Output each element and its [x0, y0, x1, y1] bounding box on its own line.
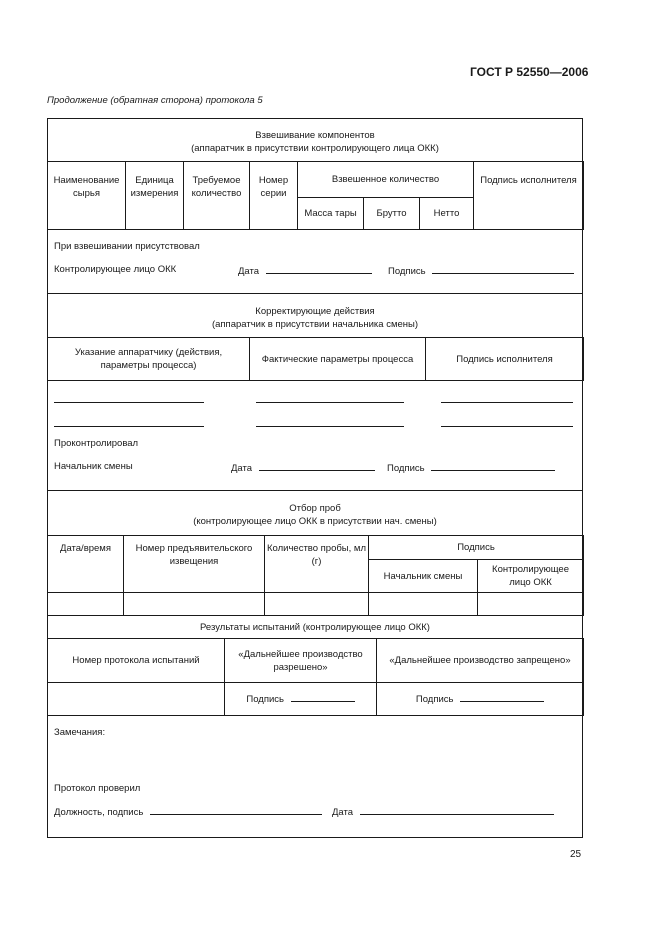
- col-notice: Номер предъявительского извещения: [124, 536, 265, 593]
- actual-line-1[interactable]: [256, 393, 404, 403]
- checked-label: Проконтролировал: [54, 438, 139, 449]
- col-protocol-number: Номер протокола испытаний: [48, 639, 225, 683]
- date-field[interactable]: [259, 461, 375, 471]
- sampling-title-block: [48, 491, 582, 536]
- cell-notice[interactable]: [124, 593, 265, 616]
- date-label: Дата: [238, 266, 260, 277]
- date-field[interactable]: [360, 805, 554, 815]
- corrective-title: Корректирующие действия: [255, 306, 375, 317]
- cell-quantity[interactable]: [265, 593, 369, 616]
- results-table: [47, 638, 584, 716]
- remarks-label: Замечания:: [54, 727, 106, 738]
- col-qc-person: Контролирующее лицо ОКК: [478, 560, 584, 593]
- col-tare: Масса тары: [298, 198, 364, 230]
- sampling-subtitle: (контролирующее лицо ОКК в присутствии нач. смены): [193, 516, 437, 527]
- col-signature: Подпись: [369, 536, 584, 560]
- sign-label: Подпись: [387, 463, 425, 474]
- weighing-subtitle: (аппаратчик в присутствии контролирующего лица ОКК): [191, 143, 439, 154]
- sampling-table: [47, 535, 584, 616]
- col-instruction: Указание аппаратчику (действия, параметры процесса): [48, 338, 250, 381]
- present-label: При взвешивании присутствовал: [54, 241, 200, 252]
- col-series: Номер серии: [250, 162, 298, 230]
- corrective-title-block: [48, 294, 582, 338]
- col-signature: Подпись исполнителя: [474, 162, 584, 230]
- signature-field[interactable]: [431, 461, 555, 471]
- cell-qc-sign[interactable]: [478, 593, 584, 616]
- shift-chief-label: Начальник смены: [54, 461, 133, 472]
- results-title: Результаты испытаний (контролирующее лицо ОКК): [200, 622, 430, 633]
- qc-person-label: Контролирующее лицо ОКК: [54, 264, 177, 275]
- date-field[interactable]: [266, 264, 372, 274]
- continuation-note: Продолжение (обратная сторона) протокола 5: [47, 95, 263, 106]
- cell-allowed[interactable]: [225, 683, 377, 716]
- col-allowed: «Дальнейшее производство разрешено»: [225, 639, 377, 683]
- col-quantity: Количество пробы, мл (г): [265, 536, 369, 593]
- actual-line-2[interactable]: [256, 417, 404, 427]
- weighing-table: [47, 161, 584, 230]
- position-signature-field[interactable]: [150, 805, 322, 815]
- position-label: Должность, подпись: [54, 807, 144, 818]
- verified-label: Протокол проверил: [54, 783, 141, 794]
- weighing-title-block: [48, 119, 582, 162]
- corrective-table: [47, 337, 584, 381]
- col-forbidden: «Дальнейшее производство запрещено»: [377, 639, 584, 683]
- corrective-subtitle: (аппаратчик в присутствии начальника смены): [211, 319, 419, 330]
- date-label: Дата: [231, 463, 253, 474]
- col-net: Нетто: [420, 198, 474, 230]
- col-executor-signature: Подпись исполнителя: [426, 338, 584, 381]
- standard-number: ГОСТ Р 52550—2006: [470, 65, 589, 79]
- sign-label: Подпись: [388, 266, 426, 277]
- corrective-entries: [48, 381, 582, 491]
- cell-protocol-number[interactable]: [48, 683, 225, 716]
- cell-datetime[interactable]: [48, 593, 124, 616]
- col-actual: Фактические параметры процесса: [250, 338, 426, 381]
- col-required: Требуемое количество: [184, 162, 250, 230]
- protocol-form: [47, 118, 583, 838]
- sign-label: Подпись: [246, 694, 284, 705]
- allowed-signature-field[interactable]: [291, 692, 355, 702]
- sign-label: Подпись: [415, 694, 454, 705]
- signature-field[interactable]: [432, 264, 574, 274]
- sampling-title: Отбор проб: [289, 503, 341, 514]
- col-material: Наименование сырья: [48, 162, 126, 230]
- instruction-line-1[interactable]: [54, 393, 204, 403]
- instruction-line-2[interactable]: [54, 417, 204, 427]
- page-number: 25: [570, 849, 582, 860]
- weighing-attendance: [48, 229, 582, 294]
- sign-line-2[interactable]: [441, 417, 573, 427]
- col-gross: Брутто: [364, 198, 420, 230]
- col-datetime: Дата/время: [48, 536, 124, 593]
- results-title-block: [48, 616, 582, 639]
- sign-line-1[interactable]: [441, 393, 573, 403]
- col-shift-chief: Начальник смены: [369, 560, 478, 593]
- cell-shift-sign[interactable]: [369, 593, 478, 616]
- date-label: Дата: [332, 807, 354, 818]
- weighing-title: Взвешивание компонентов: [255, 130, 375, 141]
- col-weighed: Взвешенное количество: [298, 162, 474, 198]
- col-unit: Единица измерения: [126, 162, 184, 230]
- cell-forbidden[interactable]: [377, 683, 584, 716]
- forbidden-signature-field[interactable]: [460, 692, 544, 702]
